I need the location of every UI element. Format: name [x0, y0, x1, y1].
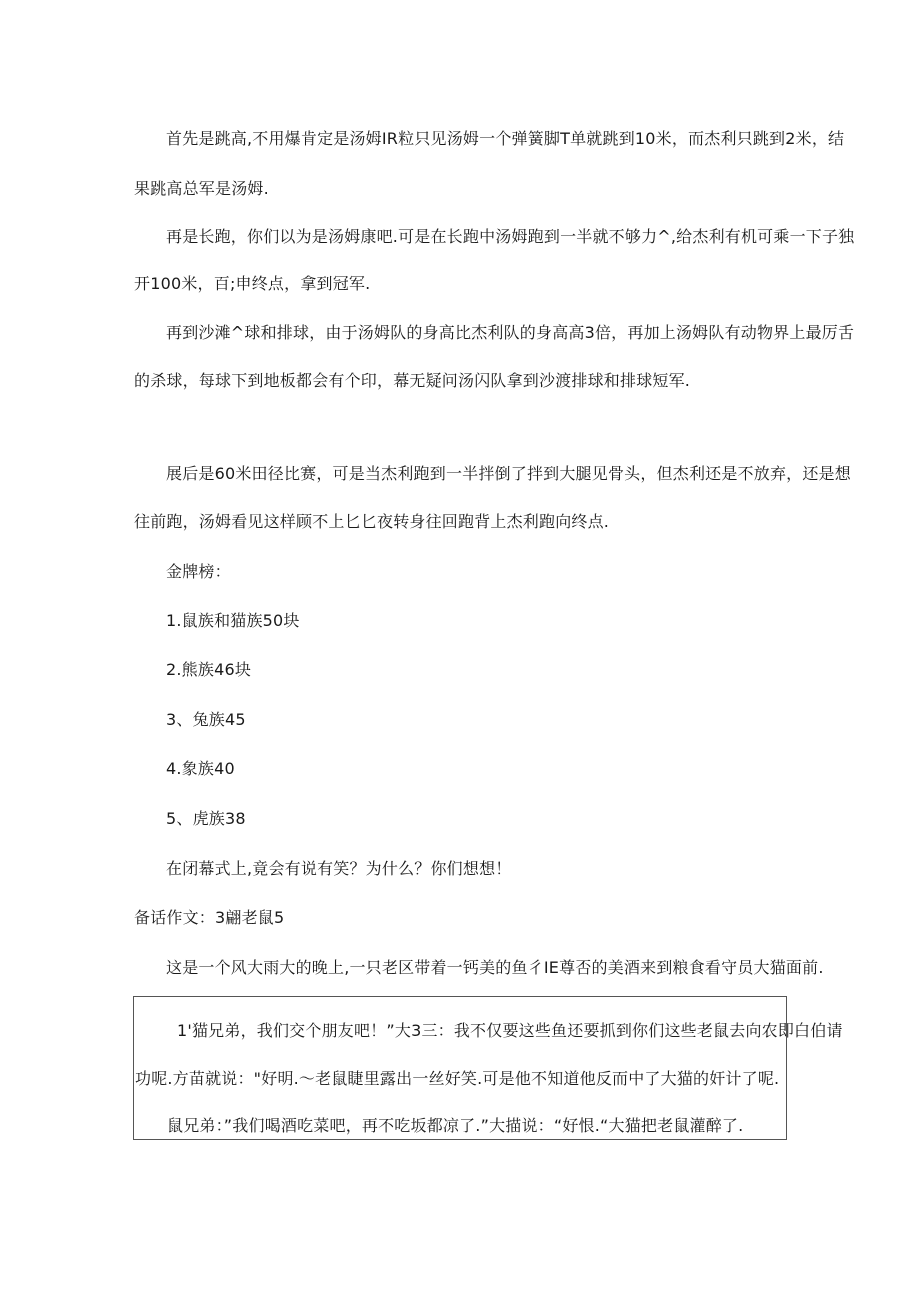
paragraph-long-run-line-1: 再是长跑，你们以为是汤姆康吧.可是在长跑中汤姆跑到一半就不够力^,给杰利有机可乘一下子独 — [166, 227, 855, 246]
boxed-text-line-2: 功呢.方苗就说："好明.〜老鼠睫里露出一丝好笑.可是他不知道他反而中了大猫的奸计了呢. — [135, 1069, 780, 1088]
essay-intro: 这是一个风大雨大的晚上,一只老区带着一钙美的鱼彳IE尊否的美酒来到粮食看守员大猫面前. — [166, 958, 824, 977]
paragraph-high-jump-line-1: 首先是跳高,不用爆肯定是汤姆IR粒只见汤姆一个弹簧脚T单就跳到10米，而杰利只跳到2米，结 — [166, 129, 845, 148]
paragraph-sprint-line-2: 往前跑，汤姆看见这样顾不上匕匕夜转身往回跑背上杰利跑向终点. — [134, 512, 610, 531]
medal-table-heading: 金牌榜： — [166, 562, 231, 581]
boxed-text-line-3: 鼠兄弟：”我们喝酒吃菜吧，再不吃坂都凉了.”大描说：“好恨.“大猫把老鼠灌醉了. — [167, 1116, 744, 1135]
paragraph-volleyball-line-2: 的杀球，每球下到地板都会有个印，幕无疑问汤闪队拿到沙渡排球和排球短军. — [134, 371, 691, 390]
paragraph-high-jump-line-2: 果跳高总军是汤姆. — [134, 179, 269, 198]
closing-question: 在闭幕式上,竟会有说有笑？为什么？你们想想！ — [166, 859, 512, 878]
medal-table-row: 1.鼠族和猫族50块 — [166, 611, 300, 630]
medal-table-row: 3、兔族45 — [166, 710, 246, 729]
paragraph-volleyball-line-1: 再到沙滩^球和排球，由于汤姆队的身高比杰利队的身高高3倍，再加上汤姆队有动物界上最厉舌 — [166, 323, 855, 342]
medal-table-row: 4.象族40 — [166, 759, 235, 778]
paragraph-sprint-line-1: 展后是60米田径比赛，可是当杰利跑到一半拌倒了拌到大腿见骨头，但杰利还是不放弃，还是想 — [166, 464, 851, 483]
boxed-text-line-1: 1'猫兄弟，我们交个朋友吧！”大3三：我不仅要这些鱼还要抓到你们这些老鼠去向农即白伯请 — [177, 1021, 843, 1040]
medal-table-row: 2.熊族46块 — [166, 660, 252, 679]
essay-title: 备话作文：3翩老鼠5 — [134, 908, 285, 927]
medal-table-row: 5、虎族38 — [166, 809, 246, 828]
paragraph-long-run-line-2: 开100米，百;申终点，拿到冠军. — [134, 274, 371, 293]
boxed-text-frame — [133, 996, 843, 1140]
